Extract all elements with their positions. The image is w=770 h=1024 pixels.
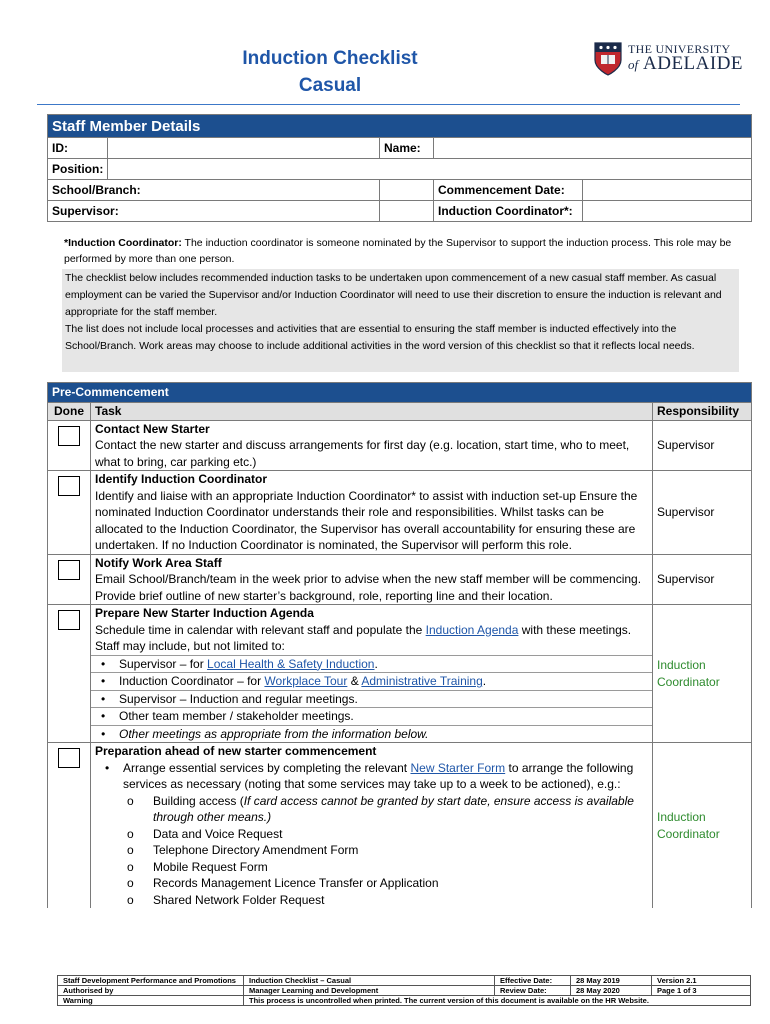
position-label: Position: [48, 159, 108, 180]
task-description: Identify and liaise with an appropriate Induction Coordinator* to assist with induction set-up Ensure the nominated Induction Coordinator understands their role and responsibilities. Whilst tasks can be allocated to the Induction Coordinator, the Supervisor has overall accountability for ensuring these are undertaken. If no Induction Coordinator is nominated, the Supervisor will perform this role. [95, 488, 638, 552]
task-responsibility: Supervisor [653, 471, 752, 555]
induction-coordinator-field[interactable] [583, 201, 752, 222]
info-box [62, 269, 739, 372]
coordinator-note-text: The induction coordinator is someone nominated by the Supervisor to support the induction process. This role may be performed by more than one person. [64, 237, 732, 265]
task-row [48, 420, 752, 471]
footer-review-date: 28 May 2020 [571, 986, 652, 996]
task-title: Identify Induction Coordinator [95, 472, 267, 486]
id-label: ID: [48, 138, 108, 159]
footer-effective-label: Effective Date: [495, 976, 571, 986]
task-row [48, 605, 752, 743]
task-title: Prepare New Starter Induction Agenda [95, 606, 314, 620]
footer-warning-label: Warning [58, 996, 244, 1006]
task-title: Contact New Starter [95, 421, 210, 436]
document-subtitle: Casual [298, 75, 362, 96]
coordinator-note [64, 235, 740, 267]
done-column-header: Done [48, 402, 91, 420]
school-branch-label: School/Branch: [48, 180, 380, 201]
sub-list-item: o Mobile Request Form [95, 859, 648, 876]
logo-adelaide-text: ADELAIDE [643, 53, 744, 74]
footer-authorised-label: Authorised by [58, 986, 244, 996]
task-responsibility: Supervisor [653, 554, 752, 605]
commencement-date-label: Commencement Date: [434, 180, 583, 201]
sub-list-item: o Telephone Directory Amendment Form [95, 842, 648, 859]
list-item: • Arrange essential services by completing the relevant New Starter Form to arrange the following services as necessary (noting that some services may take up to a week to be actioned), e.g.: [95, 760, 648, 793]
task-description: Email School/Branch/team in the week prior to advise when the new staff member will be commencing. Provide brief outline of new starter’s background, role, reporting line and their location. [95, 572, 642, 603]
task-row [48, 743, 752, 909]
university-logo [594, 40, 754, 86]
done-checkbox[interactable] [58, 426, 80, 446]
supervisor-label: Supervisor: [48, 201, 380, 222]
footer-authoriser: Manager Learning and Development [244, 986, 495, 996]
title-divider [37, 104, 740, 105]
task-row [48, 471, 752, 555]
name-field[interactable] [434, 138, 752, 159]
agenda-text-a: Schedule time in calendar with relevant staff and populate the [95, 622, 426, 637]
task-title: Notify Work Area Staff [95, 555, 222, 570]
footer-effective-date: 28 May 2019 [571, 976, 652, 986]
sub-list-item: o Shared Network Folder Request [95, 892, 648, 909]
pre-commencement-heading: Pre-Commencement [48, 383, 752, 403]
task-description: Contact the new starter and discuss arrangements for first day (e.g. location, start time, who to meet, what to bring, car parking etc.) [95, 438, 630, 469]
done-checkbox[interactable] [58, 610, 80, 630]
list-item: • Supervisor – for Local Health & Safety Induction. [91, 655, 652, 673]
done-checkbox[interactable] [58, 560, 80, 580]
list-item: • Supervisor – Induction and regular meetings. [91, 690, 652, 708]
staff-details-table [47, 114, 752, 222]
administrative-training-link[interactable]: Administrative Training [361, 674, 483, 688]
info-paragraph-1: The checklist below includes recommended induction tasks to be undertaken upon commencement of a new casual staff member. As casual employment can be varied the Supervisor and/or Induction Coordinator will need to use their discretion to ensure the induction is relevant and appropriate for the staff member. [65, 272, 722, 318]
footer-doc-name: Induction Checklist – Casual [244, 976, 495, 986]
pre-commencement-table [47, 382, 752, 908]
done-checkbox[interactable] [58, 476, 80, 496]
staff-details-heading: Staff Member Details [48, 115, 752, 138]
footer-page-number: Page 1 of 3 [652, 986, 751, 996]
induction-coordinator-label: Induction Coordinator*: [434, 201, 583, 222]
new-starter-form-link[interactable]: New Starter Form [410, 760, 506, 775]
info-paragraph-2: The list does not include local processes and activities that are essential to ensuring the staff member is inducted effectively into the School/Branch. Work areas may choose to include additional activities in the word version of this checklist so that it reflects local needs. [65, 323, 695, 352]
position-field[interactable] [108, 159, 752, 180]
footer-review-label: Review Date: [495, 986, 571, 996]
crest-icon [594, 42, 622, 76]
sub-list-item: o Records Management Licence Transfer or Application [95, 875, 648, 892]
school-branch-field[interactable] [380, 180, 434, 201]
list-item: • Other meetings as appropriate from the information below. [91, 725, 652, 743]
footer-department: Staff Development Performance and Promotions [58, 976, 244, 986]
agenda-text-b: with these meetings. Staff may include, but not limited to: [95, 622, 632, 653]
induction-agenda-link[interactable]: Induction Agenda [425, 622, 519, 637]
health-safety-induction-link[interactable]: Local Health & Safety Induction [207, 656, 375, 671]
task-row [48, 554, 752, 605]
workplace-tour-link[interactable]: Workplace Tour [264, 674, 348, 688]
list-item: • Other team member / stakeholder meetings. [91, 707, 652, 725]
coordinator-note-label: *Induction Coordinator: [64, 237, 182, 249]
supervisor-field[interactable] [380, 201, 434, 222]
task-column-header: Task [91, 402, 653, 420]
logo-university-text: THE UNIVERSITY [628, 42, 731, 56]
document-footer [57, 975, 751, 1006]
footer-warning-text: This process is uncontrolled when printed. The current version of this document is available on the HR Website. [244, 996, 751, 1006]
responsibility-column-header: Responsibility [653, 402, 752, 420]
document-title: Induction Checklist [242, 48, 418, 69]
footer-version: Version 2.1 [652, 976, 751, 986]
sub-list-item: o Building access (If card access cannot be granted by start date, ensure access is available through other means.) [95, 793, 648, 826]
sub-list-item: o Data and Voice Request [95, 826, 648, 843]
task-responsibility: Induction Coordinator [653, 605, 752, 743]
list-item: • Induction Coordinator – for Workplace Tour & Administrative Training. [91, 672, 652, 690]
logo-of-text: of [628, 57, 639, 72]
done-checkbox[interactable] [58, 748, 80, 768]
commencement-date-field[interactable] [583, 180, 752, 201]
id-field[interactable] [108, 138, 380, 159]
name-label: Name: [380, 138, 434, 159]
task-responsibility: Supervisor [653, 420, 752, 471]
task-description [95, 622, 648, 655]
task-responsibility: Induction Coordinator [653, 743, 752, 909]
task-title: Preparation ahead of new starter commencement [95, 744, 377, 758]
